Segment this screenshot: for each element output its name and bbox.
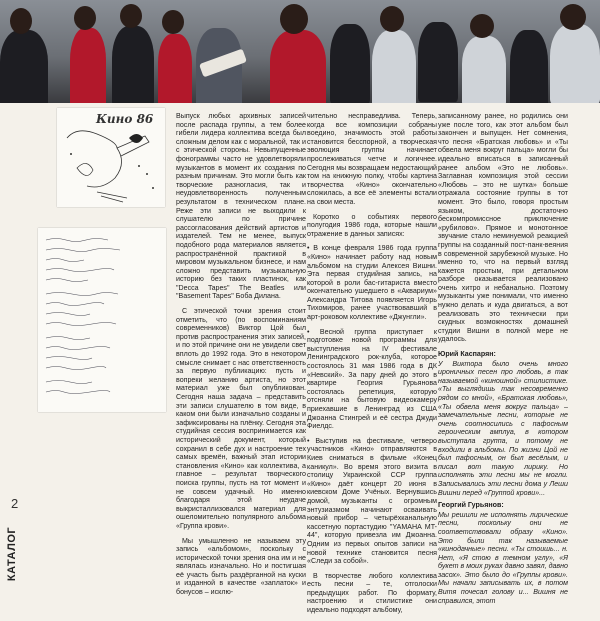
paragraph: чительно несправедлива. Теперь, когда все композиции собраны воедино, значимость этой работы становится бесспорной, а творческая эволюция группы начинает прослеживаться четче и логичнее. Сегодня мы возвращаем недостающий том на книжную полку, чтобы картина творчества «Кино» окончательно сложилась, а все её элементы встали на свои места. (307, 112, 437, 206)
text-column-2 (307, 112, 437, 621)
bullet-paragraph: • Весной группа приступает к подготовке новой программы для выступления на IV фестивале Ленинградского рок-клуба, которое состоялось 31 мая 1986 года в ДК «Невский». За пару дней до этого в квартире Георгия Гурьянова состоялась репетиция, которую отсняли на бытовую видеокамеру приехавшие в Ленинград из США Джоанна Стингрей и её сестра Джуди Фиелдс. (307, 327, 437, 431)
paragraph: Коротко о событиях первого полугодия 1986 года, которые нашли отражение в данных записях: (307, 212, 437, 238)
paragraph: Выпуск любых архивных записей после распада группы, а тем более гибели лидера коллектива всегда был сложным делом как с моральной, так и с этической стороны. Невыпущенные фонограммы часто не удовлетворяли музыкантов в момент их создания по разным причинам. Это могли быть как творческие разногласия, так и неудовлетворенность полученным результатом в техническом плане. Реже эти записи не выходили к слушателю по причине рассогласования действий артистов и издателей. Тем не менее, выпуск подобного рода материалов является распространённой практикой в мировом музыкальном бизнесе, и нам сложно представить музыкальную историю без таких пластинок, как "Decca Tapes" The Beatles или "Basement Tapes" Боба Дилана. (176, 112, 306, 301)
handwritten-lyrics-sheet (38, 228, 166, 412)
speaker-name: Георгий Гурьянов: (438, 501, 504, 510)
text-column-1 (176, 112, 306, 603)
band-photo (0, 0, 600, 103)
paragraph: С этической точки зрения стоит отметить, что (по воспоминаниям современников) Виктор Цой был против распространения этих записей, и по этой причине они не увидели свет вплоть до 1992 года. Это в некотором смысле снимает с нас ответственность за первую публикацию: пусть и вопреки желанию артиста, но этот материал уже был опубликован. Сегодня наша задача – представить эти записи слушателю в том виде, в каком они были изначально созданы и зафиксированы на плёнку. Сегодня эта студийная сессия воспринимается как исторический документ, который сохранил в себе дух и настроение тех самых времён, важный этап истории становления «Кино» как коллектива, а главное – результат творческого поиска группы, пусть на тот момент и не совсем удачный. Но именно благодаря этой неудаче выкристаллизовался материал для ошеломительно популярного альбома «Группа крови». (176, 307, 306, 530)
speaker-name: Юрий Каспарян: (438, 350, 496, 359)
text-column-3 (438, 112, 568, 609)
sketch-title: Кино 86 (96, 112, 154, 126)
bullet-paragraph: • В конце февраля 1986 года группа «Кино» начинает работу над новым альбомом на студии Алексея Вишни. Эта первая студийная запись, на которой в роли бас-гитариста вместо окончательно ушедшего в «Аквариум» Александра Титова появляется Игорь Тихомиров, ранее участвовавший в арт-роковом коллективе «Джунгли». (307, 244, 437, 322)
paragraph: записанному ранее, но родились они уже после того, как этот альбом был закончен и выпущен. Нет сомнения, что песня «Братская любовь» и «Ты обвела меня вокруг пальца» могли бы идеально вписаться в записанный ранее альбом «Это не любовь». Заглавная композиция этой сессии «Любовь – это не шутка» больше отражала состояние группы в тот момент. Это было, говоря простым языком, достаточно бескомпромиссное приключение «рубилово». Прямое и монотонное звучание стало неминуемой реакцией группы на созданный пост-панк-веяния в современной зарубежной музыке. Но именно то, что на первый взгляд кажется простым, при детальном разборе оказывается реализовано очень хитро и небанально. Поэтому музыканты уже понимали, что именно нужно делать и куда двигаться, а вот реализовать это технически при скудных возможностях домашней студии Вишни в полной мере не удалось. (438, 112, 568, 344)
side-label (2, 528, 24, 588)
side-label-text: КАТАЛОГ (6, 526, 19, 582)
speaker-quote: У Виктора было очень много ироничных песен про любовь, в так называемой «киношной» стилистике. «Ты выглядишь так несовременно рядом со мной», «Братская любовь», «Ты обвела меня вокруг пальца» – замечательные песни, которые не очень соотносились с пафосным героическим амплуа, в котором выступала группа, и потому не входили в альбомы. По жизни Цой не был пафосным, он был весёлым, и писал вот такую лирику. Но исполнять эти песни мы не могли. Записывались эти песни дома у Леши Вишни перед «Группой крови»... (438, 359, 568, 497)
paragraph: Мы умышленно не называем эту запись «альбомом», поскольку с исторической точки зрения она им и не являлась изначально. Но и постигшая её участь быть раздёрганной на куски и изданной в качестве «заплаток» и бонусов – исклю- (176, 536, 306, 597)
bullet-paragraph: • Выступив на фестивале, четверо участников «Кино» отправляются в Киев сниматься в фильме «Конец каникул». Во время этого визита в столицу Украинской ССР группа «Кино» даёт концерт 20 июня в киевском Доме Учёных. Вернувшись домой, музыканты с огромным энтузиазмом начинают осваивать новый прибор – четырёхканальную кассетную портастудию "YAMAHA MT-44", которую привезла им Джоанна. Одним из первых опытов записи на новой технике становится песня «Следи за собой». (307, 436, 437, 566)
speaker-quote: Мы решили не исполнять лирические песни, поскольку они не соответствовали образу «Кино». Это были так называемые «кинодачные» песни. «Ты стоишь... н. Нет, «Я стою в темном углу», «Я букет в моих руках давно завял, давно засох». Это было до «Группы крови». Мы начали записывать их, в потом Витя почесал голову и... Вишня не справился, этот (438, 510, 568, 605)
page-number: 2 (11, 496, 19, 511)
paragraph: В творчестве любого коллектива есть песни – те, отголоски предыдущих работ. По формату, настроению и стилистике они идеально подходят альбому, (307, 571, 437, 615)
